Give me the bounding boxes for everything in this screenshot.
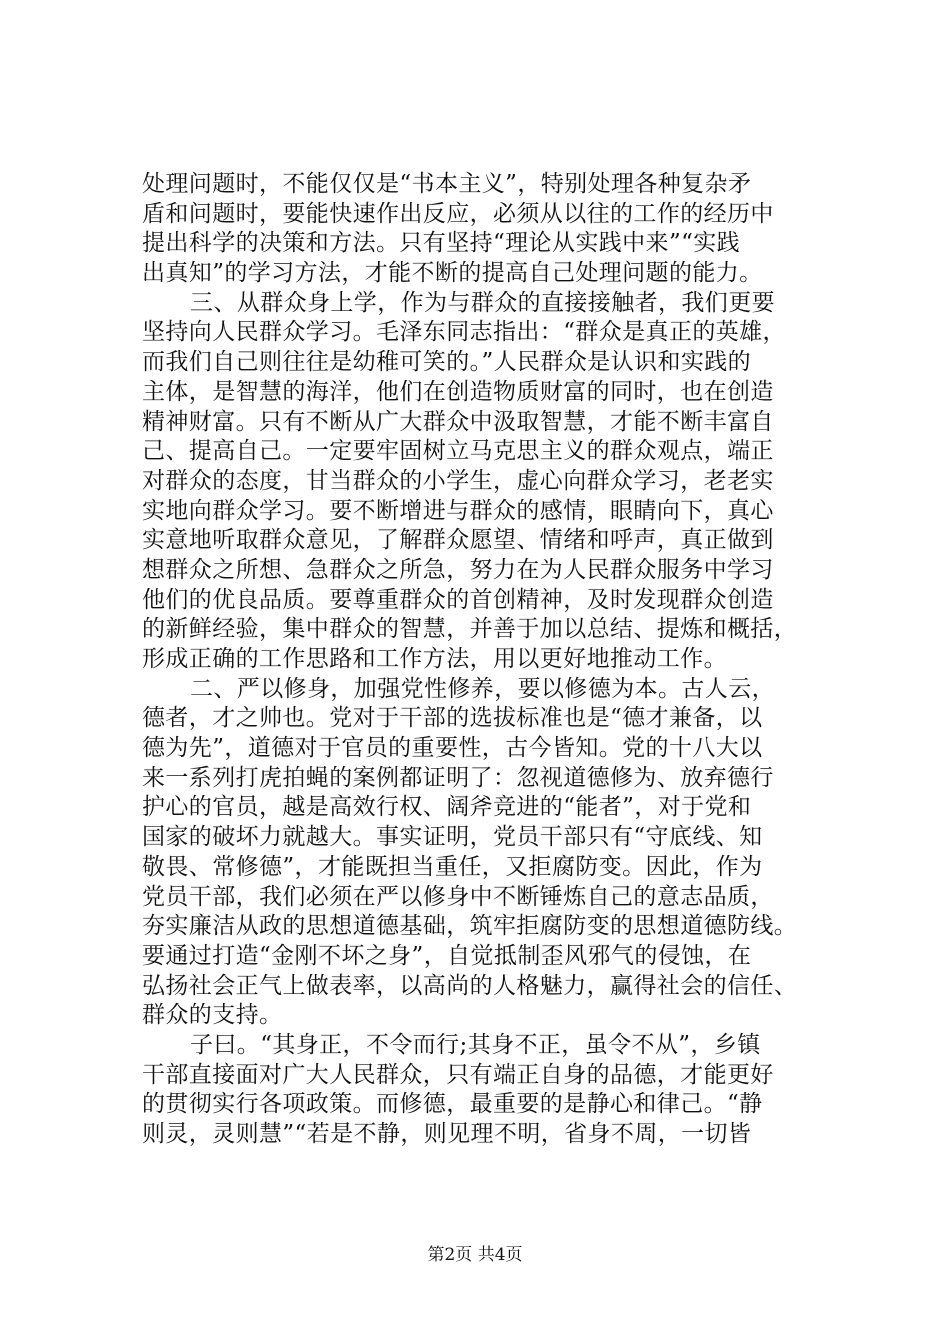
paragraph-start-line: 三、从群众身上学，作为与群众的直接接触者，我们更要 — [190, 289, 775, 316]
text-line: 德为先”，道德对于官员的重要性，古今皆知。党的十八大以 — [142, 735, 763, 762]
text-line: 对群众的态度，甘当群众的小学生，虚心向群众学习，老老实 — [142, 467, 774, 494]
text-line: 己、提高自己。一定要牢固树立马克思主义的群众观点，端正 — [142, 438, 774, 465]
text-line: 坚持向人民群众学习。毛泽东同志指出：“群众是真正的英雄， — [142, 319, 786, 346]
text-line: 形成正确的工作思路和工作方法，用以更好地推动工作。 — [142, 646, 727, 672]
text-line: 想群众之所想、急群众之所急，努力在为人民群众服务中学习 — [142, 556, 774, 583]
text-line: 的新鲜经验，集中群众的智慧，并善于加以总结、提炼和概括， — [142, 616, 798, 643]
body-text — [142, 170, 842, 1150]
text-line: 护心的官员，越是高效行权、阔斧竞进的“能者”，对于党和 — [142, 794, 752, 821]
text-line: 群众的支持。 — [142, 1002, 283, 1029]
text-line: 实地向群众学习。要不断增进与群众的感情，眼睛向下，真心 — [142, 497, 774, 524]
text-line: 的贯彻实行各项政策。而修德，最重要的是静心和律己。“静 — [142, 1091, 763, 1118]
text-line: 而我们自己则往往是幼稚可笑的。”人民群众是认识和实践的 — [142, 349, 752, 376]
text-line: 党员干部，我们必须在严以修身中不断锤炼自己的意志品质， — [142, 883, 774, 910]
text-line: 盾和问题时，要能快速作出反应，必须从以往的工作的经历中 — [142, 200, 774, 227]
text-line: 弘扬社会正气上做表率，以高尚的人格魅力，赢得社会的信任、 — [142, 972, 798, 999]
text-line: 他们的优良品质。要尊重群众的首创精神，及时发现群众创造 — [142, 586, 774, 613]
text-line: 提出科学的决策和方法。只有坚持“理论从实践中来”“实践 — [142, 230, 741, 257]
text-line: 出真知”的学习方法，才能不断的提高自己处理问题的能力。 — [142, 260, 763, 287]
text-line: 要通过打造“金刚不坏之身”，自觉抵制歪风邪气的侵蚀，在 — [142, 942, 752, 969]
text-line: 敬畏、常修德”，才能既担当重任，又拒腐防变。因此，作为 — [142, 853, 763, 880]
text-line: 干部直接面对广大人民群众，只有端正自身的品德，才能更好 — [142, 1061, 774, 1088]
paragraph-start-line: 二、严以修身，加强党性修养，要以修德为本。古人云， — [190, 675, 775, 702]
text-line: 来一系列打虎拍蝇的案例都证明了：忽视道德修为、放弃德行 — [142, 764, 774, 791]
text-line: 则灵，灵则慧”“若是不静，则见理不明，省身不周，一切皆 — [142, 1121, 752, 1147]
paragraph-start-line: 子曰。“其身正，不令而行;其身不正，虽令不从”，乡镇 — [190, 1031, 761, 1058]
text-line: 实意地听取群众意见，了解群众愿望、情绪和呼声，真正做到 — [142, 527, 774, 554]
text-line: 精神财富。只有不断从广大群众中汲取智慧，才能不断丰富自 — [142, 408, 774, 435]
text-line: 处理问题时，不能仅仅是“书本主义”，特别处理各种复杂矛 — [142, 171, 752, 197]
text-line: 主体，是智慧的海洋，他们在创造物质财富的同时，也在创造 — [142, 378, 774, 405]
text-line: 夯实廉洁从政的思想道德基础，筑牢拒腐防变的思想道德防线。 — [142, 913, 798, 940]
text-line: 国家的破坏力就越大。事实证明，党员干部只有“守底线、知 — [142, 824, 763, 851]
page-number-footer: 第2页 共4页 — [427, 1245, 523, 1265]
text-line: 德者，才之帅也。党对于干部的选拔标准也是“德才兼备，以 — [142, 705, 763, 732]
